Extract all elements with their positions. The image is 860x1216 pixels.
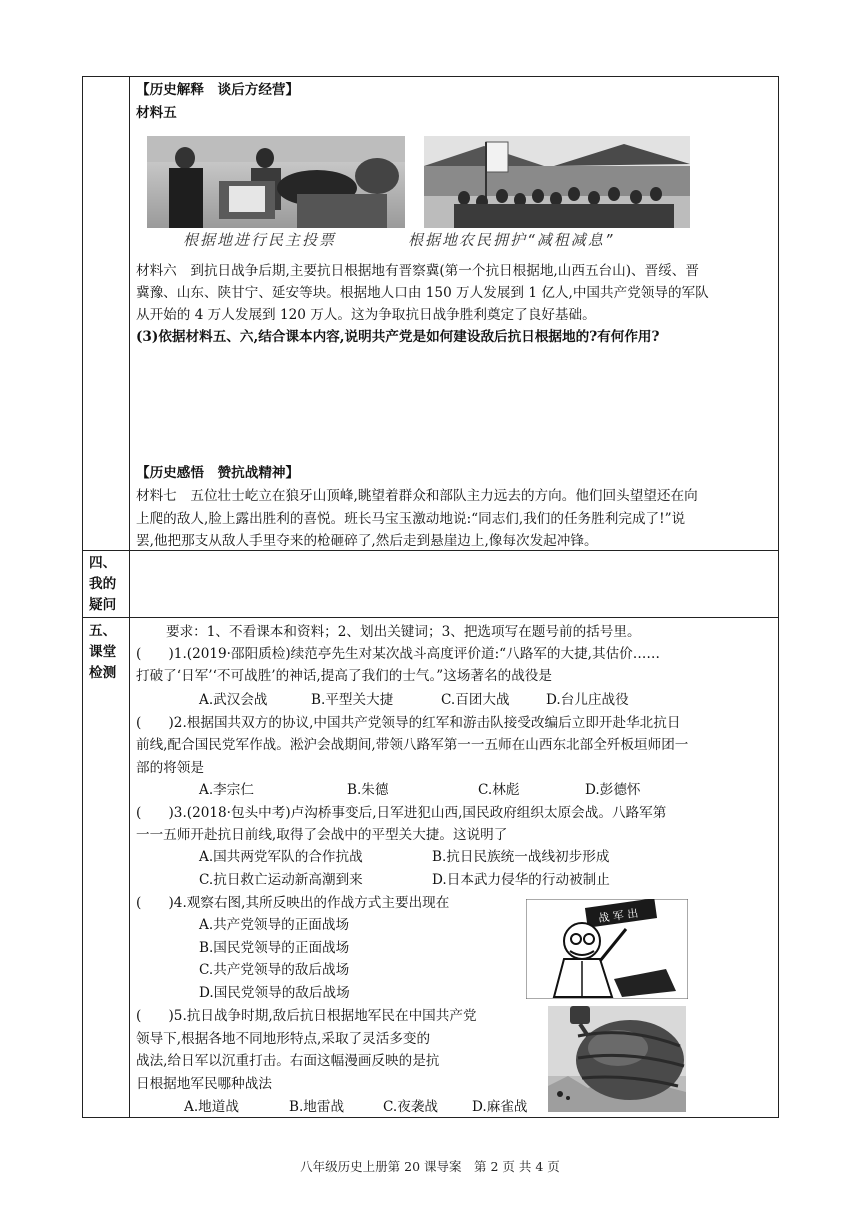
table-row-divider-2: [82, 617, 779, 618]
q5-option-d: D.麻雀战: [472, 1099, 528, 1115]
caption-rent-reduction: 根据地农民拥护“减租减息”: [408, 231, 615, 249]
heading-history-explain: 【历史解释 谈后方经营】: [136, 82, 300, 98]
material7-line-2: 上爬的敌人,脸上露出胜利的喜悦。班长马宝玉激动地说:“同志们,我们的任务胜利完成了!”说: [136, 511, 686, 527]
section4-label: 四、我的疑问: [89, 555, 117, 613]
q5-line-3: 战法,给日军以沉重打击。右面这幅漫画反映的是抗: [136, 1053, 440, 1069]
q5-line-2: 领导下,根据各地不同地形特点,采取了灵活多变的: [136, 1031, 431, 1047]
q5-line-4: 日根据地军民哪种战法: [136, 1076, 272, 1092]
q3-option-b: B.抗日民族统一战线初步形成: [432, 849, 610, 865]
question-3: (3)依据材料五、六,结合课本内容,说明共产党是如何建设敌后抗日根据地的?有何作用?: [136, 329, 660, 345]
q3-option-d: D.日本武力侵华的行动被制止: [432, 872, 610, 888]
q5-option-b: B.地雷战: [289, 1099, 345, 1115]
material5-label: 材料五: [136, 105, 177, 121]
material6-line-1: 材料六 到抗日战争后期,主要抗日根据地有晋察冀(第一个抗日根据地,山西五台山)、晋绥、晋: [136, 263, 699, 279]
table-border-top: [82, 76, 779, 77]
table-column-divider: [129, 76, 130, 1118]
q5-line-1: ( )5.抗日战争时期,敌后抗日根据地军民在中国共产党: [136, 1008, 477, 1024]
heading-history-feel: 【历史感悟 赞抗战精神】: [136, 465, 300, 481]
material6-line-3: 从开始的 4 万人发展到 120 万人。这为争取抗日战争胜利奠定了良好基础。: [136, 307, 596, 323]
q4-option-a: A.共产党领导的正面战场: [199, 917, 350, 933]
q3-line-1: ( )3.(2018·包头中考)卢沟桥事变后,日军进犯山西,国民政府组织太原会战。八路军第: [136, 805, 667, 821]
q2-option-d: D.彭德怀: [585, 782, 641, 798]
cartoon-soldier: [526, 899, 688, 999]
q5-option-c: C.夜袭战: [383, 1099, 439, 1115]
material7-line-1: 材料七 五位壮士屹立在狼牙山顶峰,眺望着群众和部队主力远去的方向。他们回头望望还在向: [136, 488, 698, 504]
test-requirement: 要求：1、不看课本和资料；2、划出关键词；3、把选项写在题号前的括号里。: [166, 624, 641, 640]
q2-option-b: B.朱德: [347, 782, 389, 798]
photo-democratic-voting: [147, 136, 405, 228]
q4-stem: ( )4.观察右图,其所反映出的作战方式主要出现在: [136, 895, 450, 911]
page-footer: 八年级历史上册第 20 课导案 第 2 页 共 4 页: [300, 1159, 560, 1174]
q4-option-c: C.共产党领导的敌后战场: [199, 962, 350, 978]
section5-label: 五、课堂检测: [89, 623, 117, 681]
q1-option-d: D.台儿庄战役: [546, 692, 629, 708]
caption-democratic-voting: 根据地进行民主投票: [183, 231, 337, 249]
table-border-right: [778, 76, 779, 1118]
q2-line-2: 前线,配合国民党军作战。淞沪会战期间,带领八路军第一一五师在山西东北部全歼板垣师团一: [136, 737, 689, 753]
q2-line-3: 部的将领是: [136, 760, 204, 776]
q4-option-b: B.国民党领导的正面战场: [199, 940, 350, 956]
q2-option-c: C.林彪: [478, 782, 520, 798]
q5-option-a: A.地道战: [184, 1099, 239, 1115]
q3-option-c: C.抗日救亡运动新高潮到来: [199, 872, 363, 888]
q1-line-1: ( )1.(2019·邵阳质检)续范亭先生对某次战斗高度评价道:“八路军的大捷,其估价……: [136, 646, 660, 662]
q4-option-d: D.国民党领导的敌后战场: [199, 985, 350, 1001]
cartoon-sign-text: 战 军 出: [597, 906, 640, 926]
photo-farmers-rent-reduction: [424, 136, 690, 228]
q3-option-a: A.国共两党军队的合作抗战: [199, 849, 363, 865]
q1-option-a: A.武汉会战: [199, 692, 268, 708]
material6-line-2: 冀豫、山东、陕甘宁、延安等块。根据地人口由 150 万人发展到 1 亿人,中国共产党领导的军队: [136, 285, 709, 301]
q2-line-1: ( )2.根据国共双方的协议,中国共产党领导的红军和游击队接受改编后立即开赴华北抗日: [136, 715, 681, 731]
table-border-left: [82, 76, 83, 1118]
q3-line-2: 一一五师开赴抗日前线,取得了会战中的平型关大捷。这说明了: [136, 827, 508, 843]
q1-option-b: B.平型关大捷: [311, 692, 394, 708]
q1-option-c: C.百团大战: [441, 692, 510, 708]
q2-option-a: A.李宗仁: [199, 782, 254, 798]
cartoon-landmine: [548, 1006, 686, 1112]
material7-line-3: 罢,他把那支从敌人手里夺来的枪砸碎了,然后走到悬崖边上,像每次发起冲锋。: [136, 533, 598, 549]
q1-line-2: 打破了‘日军’‘不可战胜’的神话,提高了我们的士气。”这场著名的战役是: [136, 668, 552, 684]
